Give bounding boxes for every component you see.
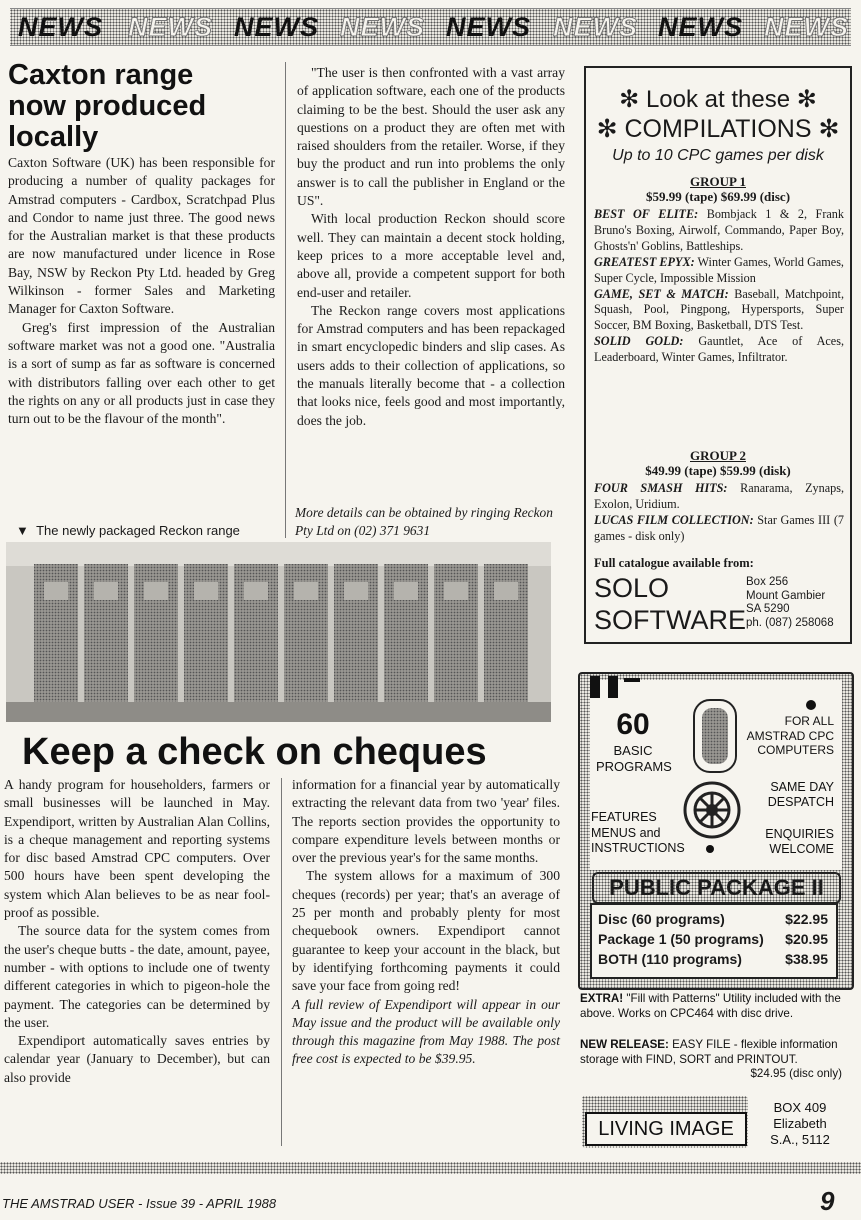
article2-headline: Keep a check on cheques — [22, 731, 487, 773]
ad-title-text: Look at these — [645, 86, 791, 113]
catalogue-note: Full catalogue available from: — [594, 556, 754, 570]
same-day-despatch — [746, 780, 834, 810]
binder-label — [94, 582, 118, 600]
text-line: PROGRAMS — [596, 759, 672, 774]
text-line: COMPUTERS — [757, 743, 834, 757]
binder-label — [344, 582, 368, 600]
text-line: ENQUIRIES — [765, 827, 834, 841]
column-rule — [281, 778, 282, 1146]
group1-list — [594, 207, 844, 366]
price-row: BOTH (110 programs) $38.95 — [598, 951, 828, 967]
article1-column2 — [297, 64, 565, 430]
binder-label — [394, 582, 418, 600]
text-line: SAME DAY — [770, 780, 834, 794]
address-line: BOX 409 — [773, 1100, 827, 1115]
article2-note: A full review of Expendiport will appear in our May issue and the product will be available only through this magazine from May 1988. The post free cost is expected to be $39.95. — [292, 996, 560, 1067]
text-line: FEATURES — [591, 810, 657, 824]
extra-note: EXTRA! "Fill with Patterns" Utility included with the above. Works on CPC464 with disc drive. — [580, 992, 841, 1020]
paragraph: "The user is then confronted with a vast array of application software, each one of the products claiming to be the best. Should the user ask any questions on a product they are often met with raised shoulders from the retailer. Worse, if they buy the product and run into problems the only answer is to call the publisher in England or the US". — [297, 65, 565, 209]
paragraph: information for a financial year by automatically extracting the relevant data from two 'year' files. The reports section provides the opportunity to compare expenditure levels between months or over the previous year's for the same months. — [292, 777, 560, 866]
compilation-item: BEST OF ELITE: Bombjack 1 & 2, Frank Bruno's Boxing, Airwolf, Commando, Paper Boy, Ghosts'n' Goblins, Battleships. — [594, 207, 844, 253]
binder-label — [494, 582, 518, 600]
binder-label — [194, 582, 218, 600]
article2-column2 — [292, 776, 560, 1069]
banner-word: NEWS — [128, 12, 213, 42]
paragraph: Greg's first impression of the Australian software market was not a good one. "Australia is a sort of sump as far as software is concerned with distributors falling over each other to get the rights on any or all products just in case they turn out to be the flavour of the month". — [8, 319, 275, 427]
text-line: INSTRUCTIONS — [591, 841, 685, 855]
asterisk-icon: ✻ — [818, 115, 840, 143]
photo-caption — [16, 523, 240, 538]
ad-title-text: COMPILATIONS — [624, 115, 812, 143]
binder-label — [444, 582, 468, 600]
bullet-icon — [804, 698, 818, 712]
paragraph: A handy program for householders, farmers or small businesses will be launched in May. Expendiport, written by Australian Alan Collins, is a cheque management and reporting systems for disc based Amstrad CPC computers. Over 500 hours have been spent developing the system which Alan believes to be as near fool-proof as possible. — [4, 777, 270, 921]
paragraph: Expendiport automatically saves entries by calendar year (January to December), but can also provide — [4, 1033, 270, 1085]
binder-label — [144, 582, 168, 600]
compilation-item: GREATEST EPYX: Winter Games, World Games, Super Cycle, Impossible Mission — [594, 254, 844, 285]
article1-headline — [8, 60, 206, 153]
asterisk-icon: ✻ — [619, 86, 640, 113]
text-line: WELCOME — [769, 842, 834, 856]
text-line: FOR ALL — [784, 714, 834, 728]
article1-contact: More details can be obtained by ringing Reckon Pty Ltd on (02) 371 9631 — [295, 505, 553, 538]
group-heading: GROUP 2 — [690, 448, 746, 463]
public-package-title: PUBLIC PACKAGE II — [592, 872, 841, 904]
logo-line: SOFTWARE — [594, 605, 746, 635]
article2-column1 — [4, 776, 270, 1087]
headline-line: Caxton range — [8, 59, 194, 91]
compilation-item: GAME, SET & MATCH: Baseball, Matchpoint, Squash, Pool, Pingpong, Hypersports, Super Soccer, BM Boxing, Basketball, DTS Test. — [594, 286, 844, 333]
compilation-item: LUCAS FILM COLLECTION: Star Games III (7 games - disk only) — [594, 512, 844, 543]
bullet-icon — [704, 843, 716, 855]
group2-list — [594, 481, 844, 545]
living-image-logo: LIVING IMAGE — [585, 1112, 747, 1146]
address-line: Elizabeth — [773, 1116, 827, 1131]
disk-illustration — [692, 698, 738, 774]
logo-line: SOLO — [594, 573, 670, 603]
headline-line: now produced — [8, 90, 207, 122]
new-release-price: $24.95 (disc only) — [750, 1067, 842, 1080]
new-release-note: NEW RELEASE: EASY FILE - flexible information storage with FIND, SORT and PRINTOUT. $24.95 (disc only) — [580, 1038, 842, 1080]
ad-title-1 — [586, 86, 850, 114]
address-line: SA 5290 — [746, 603, 790, 615]
solo-software-ad — [584, 66, 852, 644]
group-price: $49.99 (tape) $59.99 (disk) — [645, 463, 791, 478]
basic-programs — [596, 743, 670, 775]
footer-credit: THE AMSTRAD USER - Issue 39 - APRIL 1988 — [2, 1196, 277, 1211]
features-menus — [591, 810, 685, 857]
address-line: S.A., 5112 — [770, 1132, 830, 1147]
banner-word: NEWS — [18, 12, 103, 42]
binder-label — [244, 582, 268, 600]
solo-address — [746, 576, 834, 630]
asterisk-icon: ✻ — [796, 86, 817, 113]
text-line: DESPATCH — [767, 795, 834, 809]
solo-logo — [594, 572, 746, 636]
address-line: Box 256 — [746, 576, 789, 588]
living-image-address — [758, 1100, 842, 1148]
paragraph: The source data for the system comes from the user's cheque butts - the date, amount, payee, number - with options to include one of twenty different categories in which to pigeon-hole the payment. The categories can be determined by the user. — [4, 923, 270, 1030]
caption-text: The newly packaged Reckon range — [36, 523, 240, 538]
bottom-strip — [0, 1162, 861, 1174]
banner-word: NEWS — [553, 12, 638, 42]
page-number: 9 — [820, 1186, 835, 1216]
paragraph: Caxton Software (UK) has been responsible for producing a number of quality packages for Amstrad computers - Cardbox, Scratchpad Plus and Condor to name just three. The good news for the Australian market is that these products are now manufactured under licence in Rose Bay, NSW by Reckon Pty Ltd. headed by Greg Wilkinson - former Sales and Marketing Manager for Caxton Software. — [8, 155, 275, 317]
banner-word: NEWS — [340, 12, 425, 42]
text-line: MENUS and — [591, 825, 661, 840]
address-line: ph. (087) 258068 — [746, 616, 834, 629]
group-price: $59.99 (tape) $69.99 (disc) — [645, 189, 791, 204]
ad-title-2 — [586, 115, 850, 143]
column-rule — [285, 62, 286, 538]
news-banner — [10, 8, 851, 46]
ad-corner-ornament — [586, 672, 646, 702]
price-row: Package 1 (50 programs) $20.95 — [598, 931, 828, 947]
triangle-icon: ▼ — [16, 523, 29, 538]
ad-subtitle: Up to 10 CPC games per disk — [612, 147, 824, 164]
group-heading: GROUP 1 — [690, 174, 746, 189]
price-row: Disc (60 programs) $22.95 — [598, 911, 828, 927]
text-line: AMSTRAD CPC — [746, 728, 834, 743]
paragraph: The Reckon range covers most applications for Amstrad computers and has been repackaged in smart encyclopedic binders and slip cases. As users adds to their collection of applications, so the manuals literally become that - a collection that looks nice, feels good and most importantly, does the job. — [297, 302, 565, 428]
compilation-item: SOLID GOLD: Gauntlet, Ace of Aces, Leaderboard, Winter Games, Infiltrator. — [594, 334, 845, 365]
enquiries-welcome — [746, 827, 834, 857]
paragraph: The system allows for a maximum of 300 cheques (records) per year; that's an average of 25 per month and probably plenty for most chequebook owners. Expendiport cannot guarantee to keep your account in the black, but by identifying forthcoming payments it could save your face from going red! — [292, 868, 560, 994]
program-count: 60 — [616, 708, 650, 741]
address-line: Mount Gambier — [746, 589, 826, 602]
price-list — [590, 903, 838, 979]
paragraph: With local production Reckon should score well. They can maintain a decent stock holding, keep prices to a more acceptable level and, above all, provide a competent support for both end-user and retailer. — [297, 211, 565, 300]
binder-label — [294, 582, 318, 600]
for-all-cpc — [740, 714, 834, 758]
binder-label — [44, 582, 68, 600]
text-line: BASIC — [613, 743, 653, 758]
banner-word: NEWS — [446, 12, 531, 42]
compilation-item: FOUR SMASH HITS: Ranarama, Zynaps, Exolon, Uridium. — [594, 481, 844, 511]
asterisk-icon: ✻ — [596, 115, 618, 143]
banner-word: NEWS — [234, 12, 319, 42]
banner-word: NEWS — [764, 12, 849, 42]
banner-word: NEWS — [658, 12, 743, 42]
headline-line: locally — [8, 121, 99, 153]
reckon-range-photo — [6, 542, 551, 722]
reel-icon — [682, 780, 742, 840]
article1-column1 — [8, 154, 275, 428]
